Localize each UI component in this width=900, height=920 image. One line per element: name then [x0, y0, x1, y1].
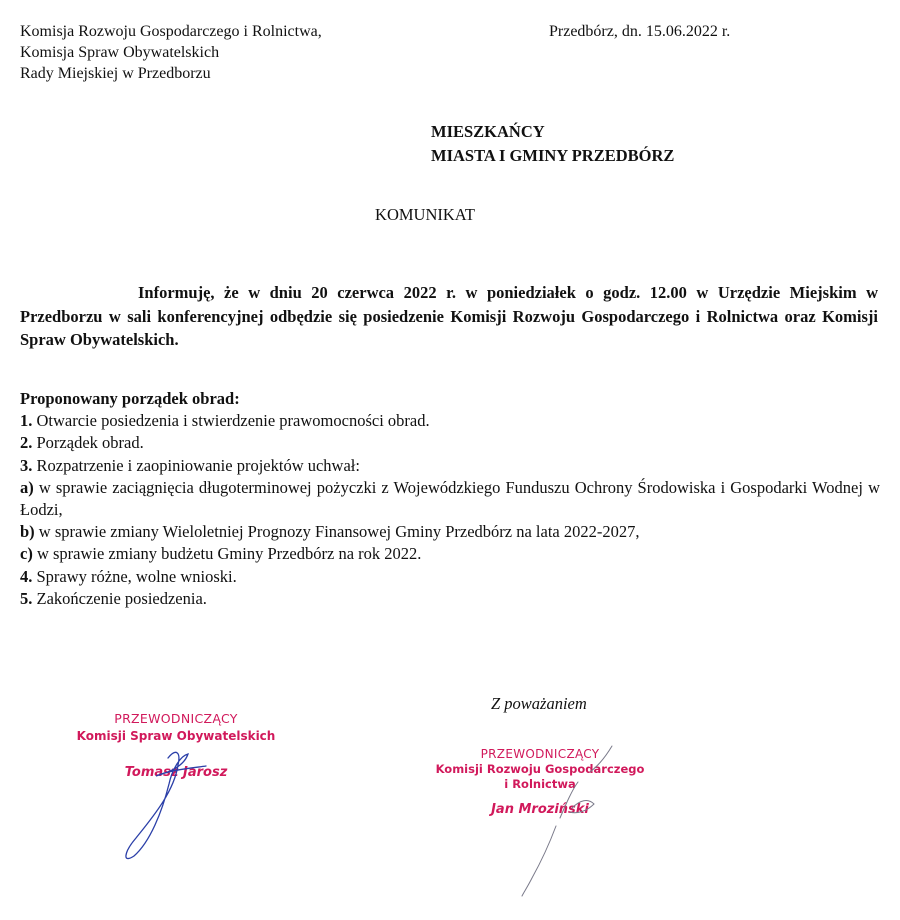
- agenda-item: [20, 543, 880, 565]
- agenda-item-text: Rozpatrzenie i zaopiniowanie projektów uchwał:: [32, 455, 360, 475]
- stamp-role: PRZEWODNICZĄCY: [480, 747, 600, 761]
- agenda-item-marker: 3.: [20, 455, 33, 475]
- sender-line: Komisja Rozwoju Gospodarczego i Rolnictwa,: [20, 23, 322, 40]
- place-date: Przedbórz, dn. 15.06.2022 r.: [549, 23, 731, 40]
- stamp-organization: Komisji Rozwoju Gospodarczego: [435, 762, 645, 776]
- stamp-organization: i Rolnictwa: [504, 777, 576, 791]
- stamp-organization: Komisji Spraw Obywatelskich: [76, 729, 276, 743]
- agenda: [20, 388, 880, 610]
- agenda-item: [20, 521, 880, 543]
- agenda-item: [20, 588, 880, 610]
- agenda-item-marker: 5.: [20, 588, 33, 608]
- agenda-item-text: w sprawie zaciągnięcia długoterminowej pożyczki z Wojewódzkiego Funduszu Ochrony Środowiska i Gospodarki Wodnej w Łodzi,: [20, 477, 880, 520]
- agenda-item-text: Otwarcie posiedzenia i stwierdzenie prawomocności obrad.: [32, 411, 430, 431]
- agenda-item-text: w sprawie zmiany Wieloletniej Prognozy Finansowej Gminy Przedbórz na lata 2022-2027,: [34, 522, 640, 542]
- sender-block: [20, 21, 322, 84]
- stamp-role: PRZEWODNICZĄCY: [114, 711, 238, 726]
- agenda-item-text: Sprawy różne, wolne wnioski.: [32, 566, 237, 586]
- agenda-item-marker: 4.: [20, 566, 33, 586]
- signature-stamp: [70, 710, 282, 780]
- agenda-item-marker: a): [20, 477, 34, 497]
- closing-regards: Z poważaniem: [491, 694, 587, 713]
- agenda-item: [20, 432, 880, 454]
- agenda-item-text: Zakończenie posiedzenia.: [32, 588, 207, 608]
- recipient-line: MIESZKAŃCY: [431, 122, 545, 141]
- document-heading: [0, 205, 900, 225]
- stamp-name: Jan Mroziński: [491, 802, 589, 817]
- stamp-name: Tomasz Jarosz: [124, 765, 228, 780]
- agenda-item: [20, 455, 880, 477]
- agenda-item-marker: 1.: [20, 411, 33, 431]
- sender-line: Komisja Spraw Obywatelskich: [20, 44, 220, 61]
- recipient-line: MIASTA I GMINY PRZEDBÓRZ: [431, 146, 675, 165]
- agenda-item: [20, 477, 880, 521]
- agenda-item: [20, 566, 880, 588]
- heading-text: KOMUNIKAT: [375, 205, 475, 224]
- agenda-item: [20, 410, 880, 432]
- agenda-item-marker: c): [20, 544, 33, 564]
- agenda-item-text: w sprawie zmiany budżetu Gminy Przedbórz na rok 2022.: [32, 544, 422, 564]
- signature-stamp: [430, 746, 650, 817]
- sender-line: Rady Miejskiej w Przedborzu: [20, 65, 211, 82]
- agenda-item-text: Porządek obrad.: [32, 433, 144, 453]
- agenda-item-marker: 2.: [20, 433, 33, 453]
- intro-paragraph: Informuję, że w dniu 20 czerwca 2022 r. w poniedziałek o godz. 12.00 w Urzędzie Miejskim w Przedborzu w sali konferencyjnej odbędzie się posiedzenie Komisji Rozwoju Gospodarczego i Rolnictwa oraz Komisji Spraw Obywatelskich.: [20, 283, 878, 349]
- agenda-title: Proponowany porządek obrad:: [20, 389, 240, 408]
- recipient-block: [431, 120, 674, 168]
- agenda-item-marker: b): [20, 522, 35, 542]
